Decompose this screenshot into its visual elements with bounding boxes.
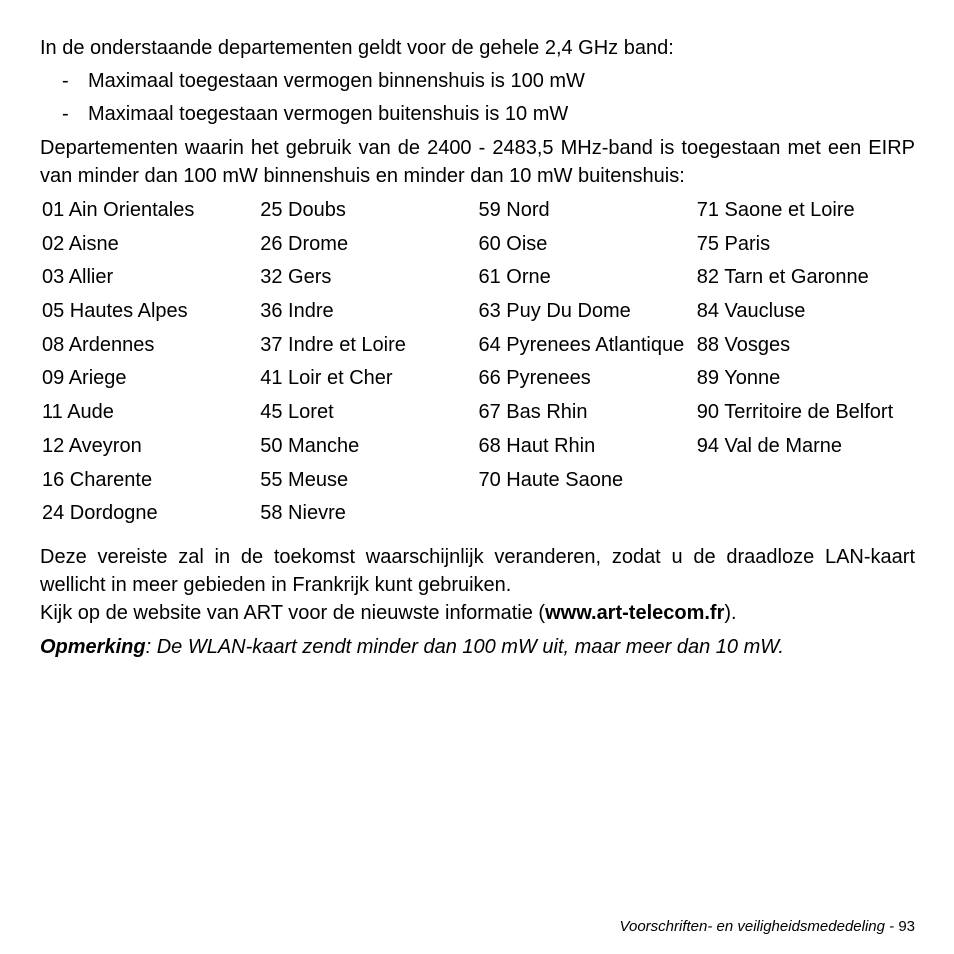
department-item: 25 Doubs	[260, 199, 346, 221]
bullet-marker: -	[62, 70, 69, 92]
department-item: 55 Meuse	[260, 468, 349, 491]
remark	[40, 633, 915, 661]
department-item: 66 Pyrenees	[478, 367, 591, 390]
department-item: 03 Allier	[42, 266, 114, 289]
bullet-text: Maximaal toegestaan vermogen buitenshuis is 10 mW	[88, 103, 569, 125]
department-item: 82 Tarn et Garonne	[696, 266, 869, 289]
department-item: 63 Puy Du Dome	[478, 300, 631, 323]
department-item: 90 Territoire de Belfort	[696, 401, 894, 424]
website-text-before: Kijk op de website van ART voor de nieuwste informatie (	[40, 601, 546, 624]
remark-label: Opmerking	[40, 635, 146, 658]
future-note: Deze vereiste zal in de toekomst waarschijnlijk veranderen, zodat u de draadloze LAN-kaart wellicht in meer gebieden in Frankrijk kunt gebruiken.	[40, 545, 915, 596]
department-column-1	[42, 196, 260, 533]
department-item: 67 Bas Rhin	[478, 401, 588, 424]
department-item: 45 Loret	[260, 401, 334, 424]
bullet-item	[40, 67, 915, 95]
department-item: 68 Haut Rhin	[478, 434, 596, 457]
department-column-4	[697, 196, 915, 533]
department-item: 61 Orne	[478, 266, 551, 289]
website-link[interactable]: www.art-telecom.fr	[545, 601, 725, 624]
departments-intro: Departementen waarin het gebruik van de 2400 - 2483,5 MHz-band is toegestaan met een EIRP van minder dan 100 mW binnenshuis en minder dan 10 mW buitenshuis:	[40, 137, 915, 187]
bullet-marker: -	[62, 103, 69, 125]
department-item: 08 Ardennes	[42, 333, 155, 356]
document-page	[40, 34, 915, 661]
department-item: 60 Oise	[478, 232, 548, 255]
website-text-after: ).	[724, 601, 737, 624]
department-item: 59 Nord	[478, 199, 550, 221]
department-item: 58 Nievre	[260, 502, 346, 525]
department-item: 64 Pyrenees Atlantique	[478, 333, 685, 356]
department-item: 16 Charente	[42, 468, 153, 491]
department-column-3	[479, 196, 697, 533]
bullet-list	[40, 67, 915, 128]
department-item: 12 Aveyron	[42, 434, 142, 457]
department-item: 89 Yonne	[696, 367, 781, 390]
department-item: 36 Indre	[260, 300, 334, 323]
department-item: 09 Ariege	[42, 367, 127, 390]
department-item: 75 Paris	[696, 232, 771, 255]
remark-text: : De WLAN-kaart zendt minder dan 100 mW uit, maar meer dan 10 mW.	[145, 635, 784, 658]
department-item: 37 Indre et Loire	[260, 333, 406, 356]
department-item: 71 Saone et Loire	[696, 199, 855, 221]
department-item: 50 Manche	[260, 434, 360, 457]
department-item: 88 Vosges	[696, 333, 791, 356]
department-item: 32 Gers	[260, 266, 332, 289]
department-item: 70 Haute Saone	[478, 468, 624, 491]
department-item: 05 Hautes Alpes	[42, 300, 188, 323]
website-line	[40, 599, 915, 627]
department-item: 02 Aisne	[42, 232, 119, 255]
page-footer	[620, 917, 915, 937]
page-number: 93	[898, 918, 915, 935]
bullet-item	[40, 100, 915, 128]
department-item: 01 Ain Orientales	[42, 199, 195, 221]
department-columns	[42, 196, 915, 533]
department-column-2	[260, 196, 478, 533]
department-item: 24 Dordogne	[42, 502, 158, 525]
department-item: 11 Aude	[42, 401, 114, 424]
department-item: 26 Drome	[260, 232, 349, 255]
footer-text: Voorschriften- en veiligheidsmededeling -	[619, 918, 899, 935]
bullet-text: Maximaal toegestaan vermogen binnenshuis is 100 mW	[88, 70, 585, 92]
department-item: 41 Loir et Cher	[260, 367, 393, 390]
department-item: 84 Vaucluse	[696, 300, 806, 323]
intro-text: In de onderstaande departementen geldt voor de gehele 2,4 GHz band:	[40, 37, 674, 59]
department-item: 94 Val de Marne	[696, 434, 843, 457]
